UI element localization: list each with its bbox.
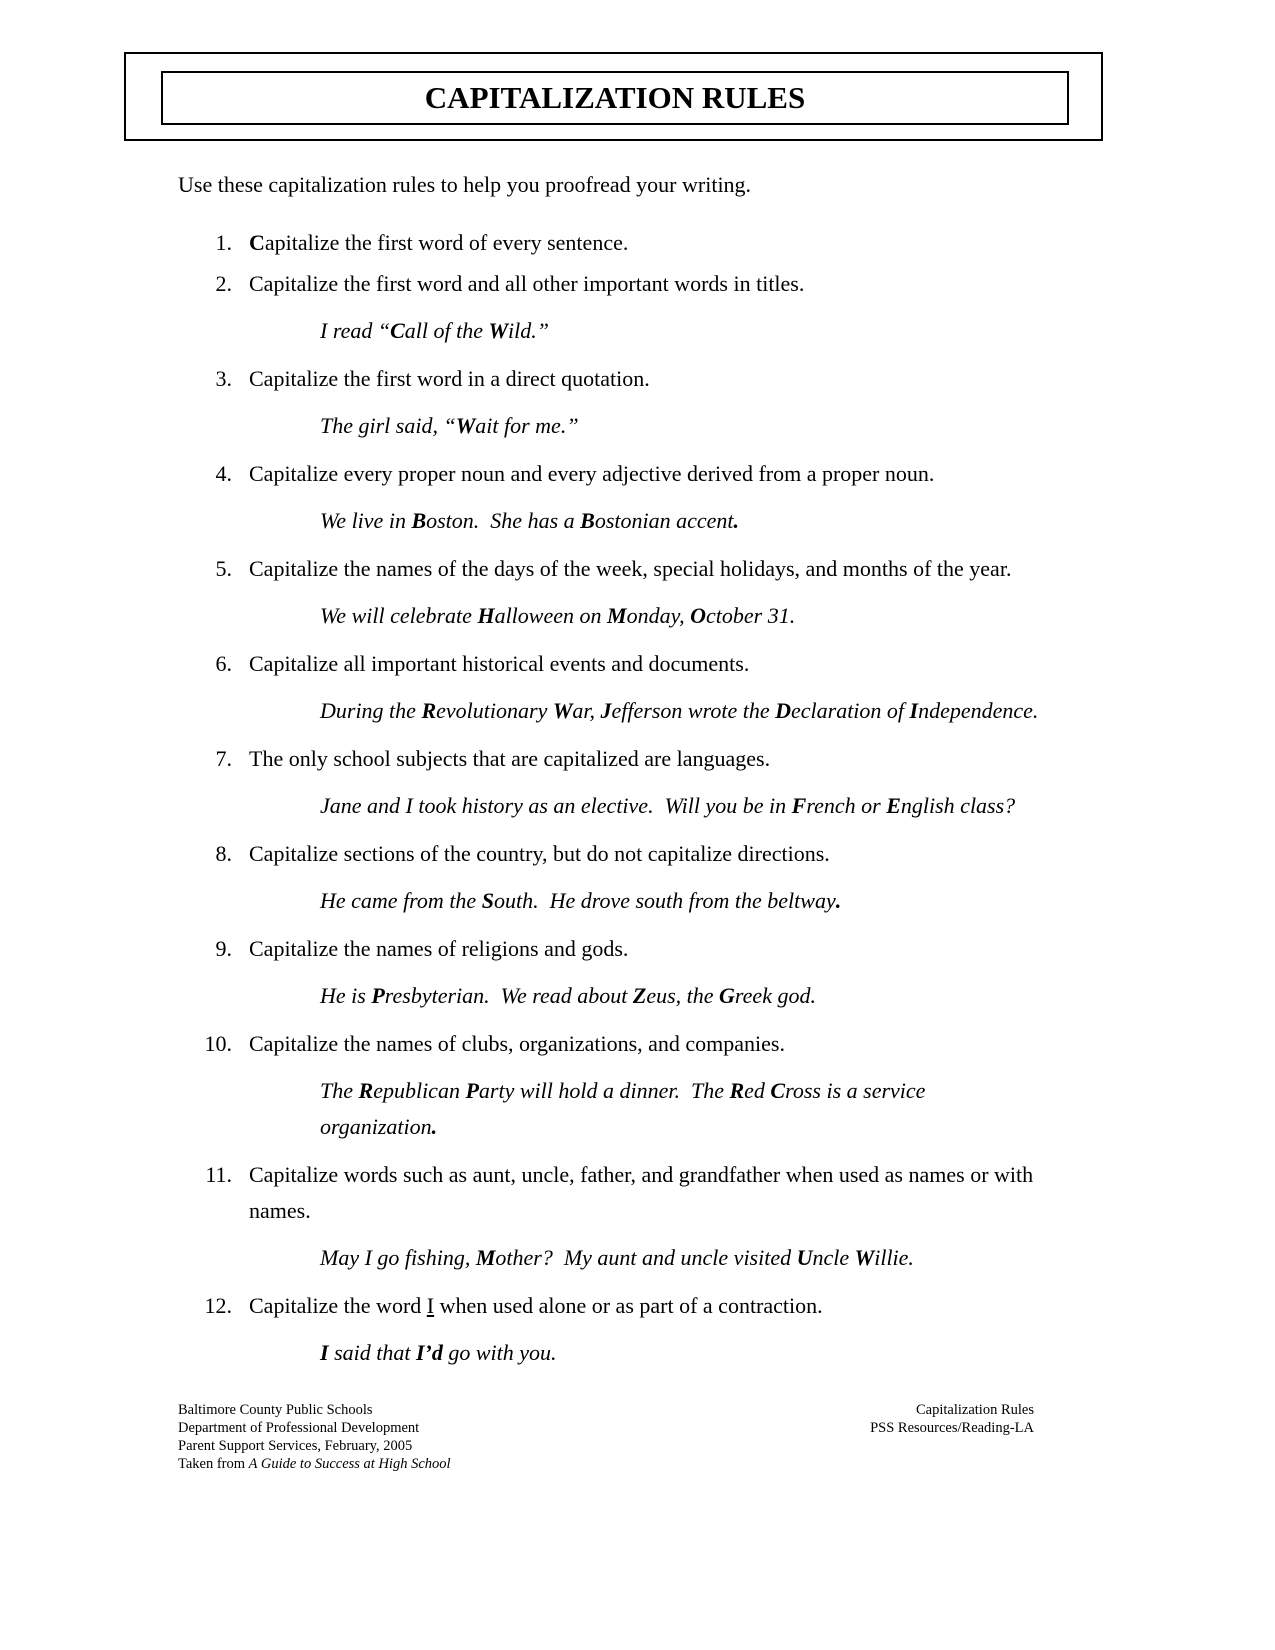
rule-text <box>249 931 1069 967</box>
footer-source-prefix: Taken from <box>178 1456 249 1472</box>
footer-left <box>178 1401 451 1473</box>
text-segment: ross is a service organization <box>320 1078 931 1139</box>
rule-text <box>249 646 1069 682</box>
text-segment: all of the <box>404 318 489 343</box>
text-segment: . <box>431 1114 438 1139</box>
footer-resource: PSS Resources/Reading-LA <box>870 1420 1034 1436</box>
rule-example <box>320 503 1020 539</box>
text-segment: E <box>886 793 901 818</box>
text-segment: P <box>371 983 385 1008</box>
text-segment: U <box>796 1245 813 1270</box>
text-segment: B <box>411 508 427 533</box>
text-segment: The girl said, “ <box>320 413 456 438</box>
text-segment: I <box>426 1293 435 1318</box>
text-segment: evolutionary <box>436 698 553 723</box>
text-segment: W <box>552 698 573 723</box>
text-segment: resbyterian. We read about <box>384 983 633 1008</box>
text-segment: Capitalize every proper noun and every adjective derived from a proper noun. <box>249 461 935 486</box>
text-segment: Capitalize the word <box>249 1293 427 1318</box>
rule-item <box>0 225 1275 261</box>
rule-item <box>0 551 1275 587</box>
rule-text <box>249 1157 1069 1229</box>
text-segment: illie. <box>874 1245 914 1270</box>
rule-number: 5. <box>215 556 232 581</box>
text-segment: He is <box>320 983 372 1008</box>
text-segment: May I go fishing, <box>320 1245 476 1270</box>
text-segment: ed <box>744 1078 771 1103</box>
rule-number: 1. <box>215 230 232 255</box>
rule-number: 11. <box>205 1162 232 1187</box>
text-segment: Capitalize sections of the country, but do not capitalize directions. <box>249 841 830 866</box>
text-segment: apitalize the first word of every sentence. <box>264 230 629 255</box>
rule-number: 9. <box>215 936 232 961</box>
text-segment: During the <box>320 698 422 723</box>
footer-service: Parent Support Services, February, 2005 <box>178 1438 413 1454</box>
text-segment: ctober 31. <box>706 603 796 628</box>
text-segment: Capitalize the first word and all other important words in titles. <box>249 271 805 296</box>
intro-text: Use these capitalization rules to help you proofread your writing. <box>178 172 752 197</box>
text-segment: nglish class? <box>900 793 1016 818</box>
text-segment: ndependence. <box>918 698 1039 723</box>
rule-text <box>249 225 1069 261</box>
text-segment: onday, <box>626 603 691 628</box>
text-segment: Capitalize words such as aunt, uncle, father, and grandfather when used as names or with names. <box>249 1162 1034 1223</box>
text-segment: reek god. <box>734 983 816 1008</box>
rule-text <box>249 1288 1069 1324</box>
text-segment: R <box>421 698 437 723</box>
text-segment: rench or <box>806 793 887 818</box>
rule-text <box>249 836 1069 872</box>
text-segment: D <box>775 698 791 723</box>
text-segment: alloween on <box>494 603 607 628</box>
text-segment: J <box>600 698 612 723</box>
text-segment: oston. She has a <box>426 508 581 533</box>
rule-number: 3. <box>215 366 232 391</box>
text-segment: ait for me.” <box>475 413 579 438</box>
footer-right <box>870 1401 1034 1473</box>
text-segment: R <box>358 1078 374 1103</box>
rule-item <box>0 741 1275 777</box>
rule-example <box>320 978 1020 1014</box>
rule-text <box>249 361 1069 397</box>
text-segment: I <box>320 1340 329 1365</box>
text-segment: O <box>690 603 707 628</box>
rule-item <box>0 1026 1275 1062</box>
text-segment: Jane and I took history as an elective. Will you be in <box>320 793 792 818</box>
rule-number: 12. <box>204 1293 232 1318</box>
rule-number: 7. <box>215 746 232 771</box>
text-segment: S <box>481 888 494 913</box>
text-segment: ar, <box>572 698 601 723</box>
rule-number: 8. <box>215 841 232 866</box>
rules-list <box>0 220 1275 1371</box>
rule-item <box>0 836 1275 872</box>
text-segment: C <box>770 1078 786 1103</box>
text-segment: We live in <box>320 508 412 533</box>
text-segment: . <box>733 508 740 533</box>
text-segment: Capitalize the names of clubs, organizations, and companies. <box>249 1031 785 1056</box>
text-segment: H <box>477 603 495 628</box>
text-segment: I read “ <box>320 318 391 343</box>
rule-item <box>0 266 1275 302</box>
rule-example <box>320 693 1120 729</box>
rule-number: 2. <box>215 271 232 296</box>
footer-dept: Department of Professional Development <box>178 1420 420 1436</box>
text-segment: ild.” <box>508 318 550 343</box>
footer <box>178 1401 1034 1473</box>
title-box <box>161 71 1069 125</box>
text-segment: eus, the <box>646 983 720 1008</box>
text-segment: C <box>390 318 405 343</box>
rule-item <box>0 1157 1275 1229</box>
rule-example <box>320 313 1020 349</box>
rule-text <box>249 551 1069 587</box>
text-segment: R <box>729 1078 745 1103</box>
rule-number: 10. <box>204 1031 232 1056</box>
text-segment: The only school subjects that are capitalized are languages. <box>249 746 771 771</box>
text-segment: B <box>580 508 595 533</box>
rule-example <box>320 883 1020 919</box>
text-segment: Capitalize all important historical events and documents. <box>249 651 750 676</box>
text-segment: eclaration of <box>790 698 910 723</box>
text-segment: ncle <box>812 1245 855 1270</box>
rule-number: 6. <box>215 651 232 676</box>
text-segment: W <box>488 318 509 343</box>
text-segment: He came from the <box>320 888 482 913</box>
text-segment: when used alone or as part of a contraction. <box>434 1293 823 1318</box>
text-segment: . <box>835 888 842 913</box>
footer-source <box>178 1455 451 1473</box>
rule-text <box>249 1026 1069 1062</box>
rule-item <box>0 646 1275 682</box>
rule-example <box>320 1073 1020 1145</box>
text-segment: go with you. <box>442 1340 557 1365</box>
text-segment: efferson wrote the <box>611 698 776 723</box>
text-segment: Capitalize the first word in a direct quotation. <box>249 366 650 391</box>
text-segment: P <box>465 1078 479 1103</box>
text-segment: M <box>607 603 627 628</box>
text-segment: epublican <box>373 1078 466 1103</box>
rule-item <box>0 1288 1275 1324</box>
rule-number: 4. <box>215 461 232 486</box>
rule-example <box>320 1240 1020 1276</box>
text-segment: Capitalize the names of religions and gods. <box>249 936 629 961</box>
rule-text <box>249 456 1069 492</box>
text-segment: I <box>909 698 919 723</box>
rule-text <box>249 741 1069 777</box>
page-title: CAPITALIZATION RULES <box>424 80 806 115</box>
text-segment: C <box>249 230 265 255</box>
text-segment: Capitalize the names of the days of the week, special holidays, and months of the year. <box>249 556 1012 581</box>
text-segment: G <box>719 983 735 1008</box>
rule-example <box>320 598 1020 634</box>
rule-item <box>0 456 1275 492</box>
rule-item <box>0 361 1275 397</box>
text-segment: ostonian accent <box>594 508 734 533</box>
text-segment: other? My aunt and uncle visited <box>495 1245 797 1270</box>
rule-example <box>320 1335 1020 1371</box>
text-segment: W <box>854 1245 875 1270</box>
footer-source-title: A Guide to Success at High School <box>248 1456 451 1472</box>
text-segment: M <box>475 1245 496 1270</box>
text-segment: We will celebrate <box>320 603 478 628</box>
text-segment: said that <box>328 1340 416 1365</box>
text-segment: arty will hold a dinner. The <box>478 1078 730 1103</box>
text-segment: The <box>320 1078 359 1103</box>
rule-text <box>249 266 1069 302</box>
rule-example <box>320 408 1020 444</box>
text-segment: W <box>455 413 476 438</box>
footer-org: Baltimore County Public Schools <box>178 1402 373 1418</box>
footer-doc-title: Capitalization Rules <box>916 1402 1034 1418</box>
text-segment: outh. He drove south from the beltway <box>493 888 836 913</box>
text-segment: Z <box>632 983 647 1008</box>
text-segment: I’d <box>415 1340 443 1365</box>
rule-item <box>0 931 1275 967</box>
rule-example <box>320 788 1020 824</box>
text-segment: F <box>791 793 807 818</box>
